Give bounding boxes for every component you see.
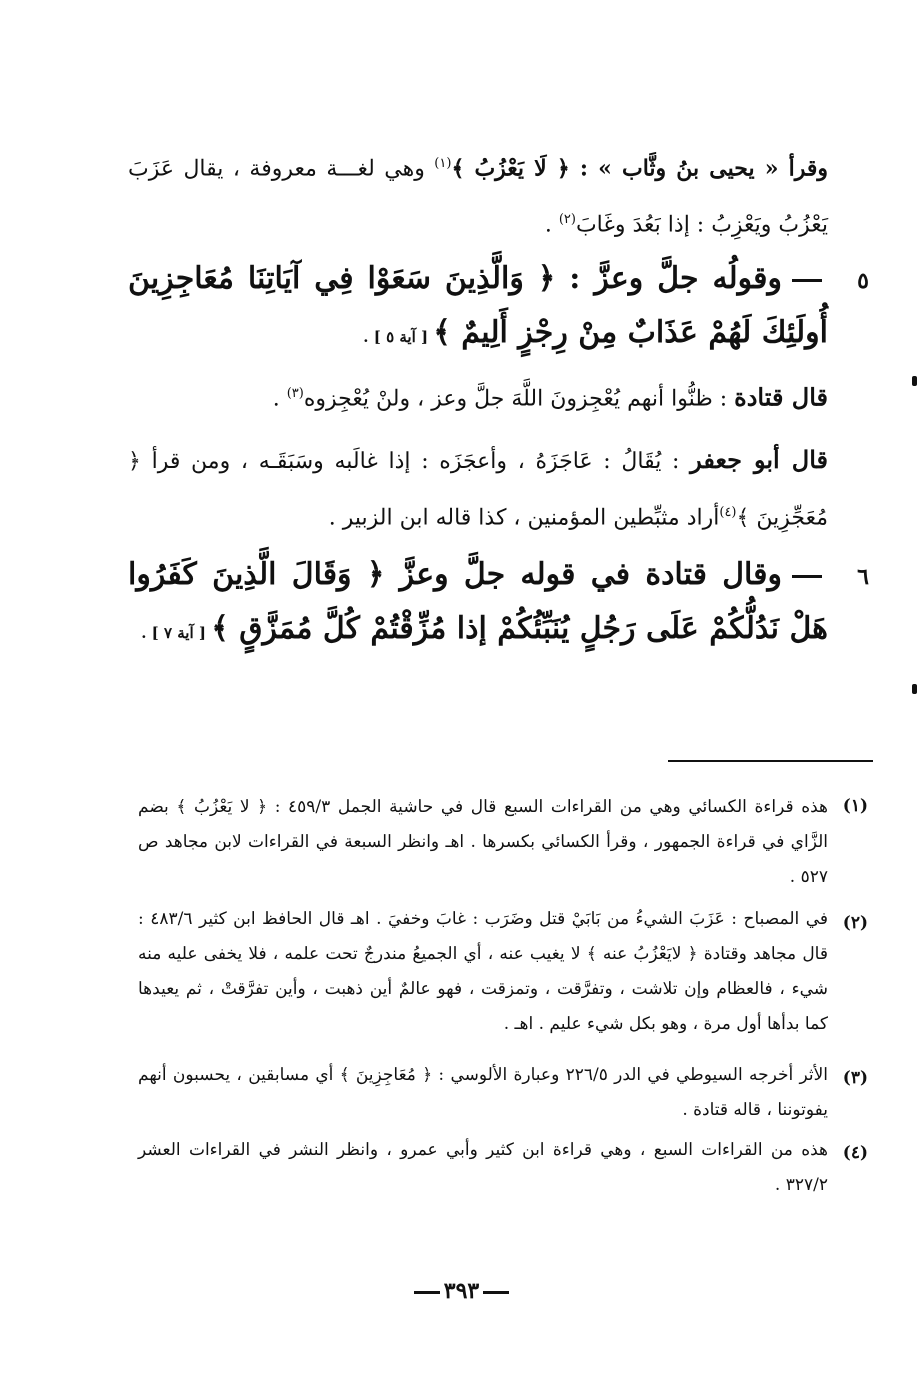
text-line: ومن قرأ ﴿ مُعَجِّزِينَ ﴾ [128,449,828,531]
footnote-3: الأثر أخرجه السيوطي في الدر ٢٢٦/٥ وعبارة الألوسي : ﴿ مُعَاجِزِينَ ﴾ أي مسابقين ، يحسبون أنهم يفوتوننا ، قاله قتادة . [138,1065,829,1120]
footnote-number: (٤) [842,1143,868,1163]
paragraph-yahya [128,138,828,251]
text-line: عَذَابٌ مِنْ رِجْزٍ أَلِيمٌ ﴾ [433,315,698,350]
speaker-name: قال أبو جعفر [690,445,828,474]
dash [792,279,822,282]
text-line: معروفة ، يقال عَزَبَ يَعْزُبُ ويَعْزِبُ : إذا بَعُدَ وغَابَ [128,156,828,238]
dash [414,1291,440,1294]
footnote-number: (٢) [842,913,868,933]
footnote-2: في المصباح : عَزَبَ الشيءُ من بَابَيْ قتل وضَرَب : غابَ وخفيَ . اهـ قال الحافظ ابن كثير ٤٨٣/٦ : قال مجاهد وقتادة ﴿ لايَعْزُبُ عنه ﴾ لا يغيب عنه ، أي الجميعُ مندرجٌ تحت علمه ، فلا يخفى عليه منه شيء ، فالعظام وإن تلاشت ، وتفرَّقت ، وتمزقت ، فهو عالمٌ أين ذهبت ، وأين تفرَّقتْ ، ثم يعيدها كما بدأها أول مرة ، وهو بكل شيء عليم . اهـ . [138,909,828,1034]
page-number [0,1278,923,1304]
verse-number: ٦ [857,564,869,590]
page-number-text: ٣٩٣ [443,1278,480,1304]
text-line: أراد مثبِّطين المؤمنين ، كذا قاله ابن الزبير . [328,505,720,531]
footnote-ref: (٢) [558,212,576,228]
footnote-number: (١) [842,796,868,816]
verse-ref: [ آية ٥ ] . [363,328,434,346]
paragraph-qatada [128,368,828,424]
text-line: . [272,386,287,412]
text-line: وقولُه جلَّ وعزَّ : ﴿ وَالَّذِينَ سَعَوْا فِي آيَاتِنَا مُعَاجِزِينَ أُولَئِكَ لَهُمْ [128,261,828,350]
footnote-number: (٣) [842,1068,868,1088]
verse-5-heading [128,252,828,364]
text-line: . [544,212,559,238]
text-line: وقال قتادة في قوله جلَّ وعزَّ ﴿ وَقَالَ الَّذِينَ كَفَرُوا هَلْ نَدُلُّكُمْ عَلَى [128,557,828,646]
scan-mark [912,376,917,386]
text-line: وقرأ « يحيى بنُ وثَّاب » : ﴿ لَا يَعْزُبُ ﴾ [451,155,828,182]
footnote-ref: (٣) [286,386,304,401]
text-line: رَجُلٍ يُنَبِّئُكُمْ إذا مُزِّقْتُمْ كُلَّ مُمَزَّقٍ ﴾ [211,611,636,646]
footnote-ref: (٤) [719,505,737,520]
paragraph-abu-jafar [128,434,828,543]
text-line: وهي لغـــة [326,156,435,182]
dash [483,1291,509,1294]
verse-number: ٥ [857,268,869,294]
text-line: : ظنُّوا أنهم يُعْجِزونَ اللَّهَ جلَّ وعز ، ولنْ يُعْجِزوه [303,386,735,412]
verse-ref: [ آية ٧ ] . [141,624,212,642]
scan-mark [912,684,917,694]
text-line: : يُقَالُ : عَاجَزَهُ ، وأعجَزَه : إذا غالَبه وسَبَقَـه ، [240,449,691,474]
footnote-1: هذه قراءة الكسائي وهي من القراءات السبع قال في حاشية الجمل ٤٥٩/٣ : ﴿ لا يَعْزُبُ ﴾ بضم الزَّاي في قراءة الجمهور ، وقرأ الكسائي بكسرها . اهـ وانظر السبعة في القراءات لابن مجاهد ص ٥٢٧ . [138,797,828,887]
footnote-separator [668,760,873,762]
footnote-4: هذه من القراءات السبع ، وهي قراءة ابن كثير وأبي عمرو ، وانظر النشر في القراءات العشر ٣٢٧/٢ . [138,1140,828,1195]
dash [792,575,822,578]
speaker-name: قال قتادة [734,382,828,412]
verse-6-heading [128,548,828,660]
footnote-ref: (١) [434,156,452,171]
